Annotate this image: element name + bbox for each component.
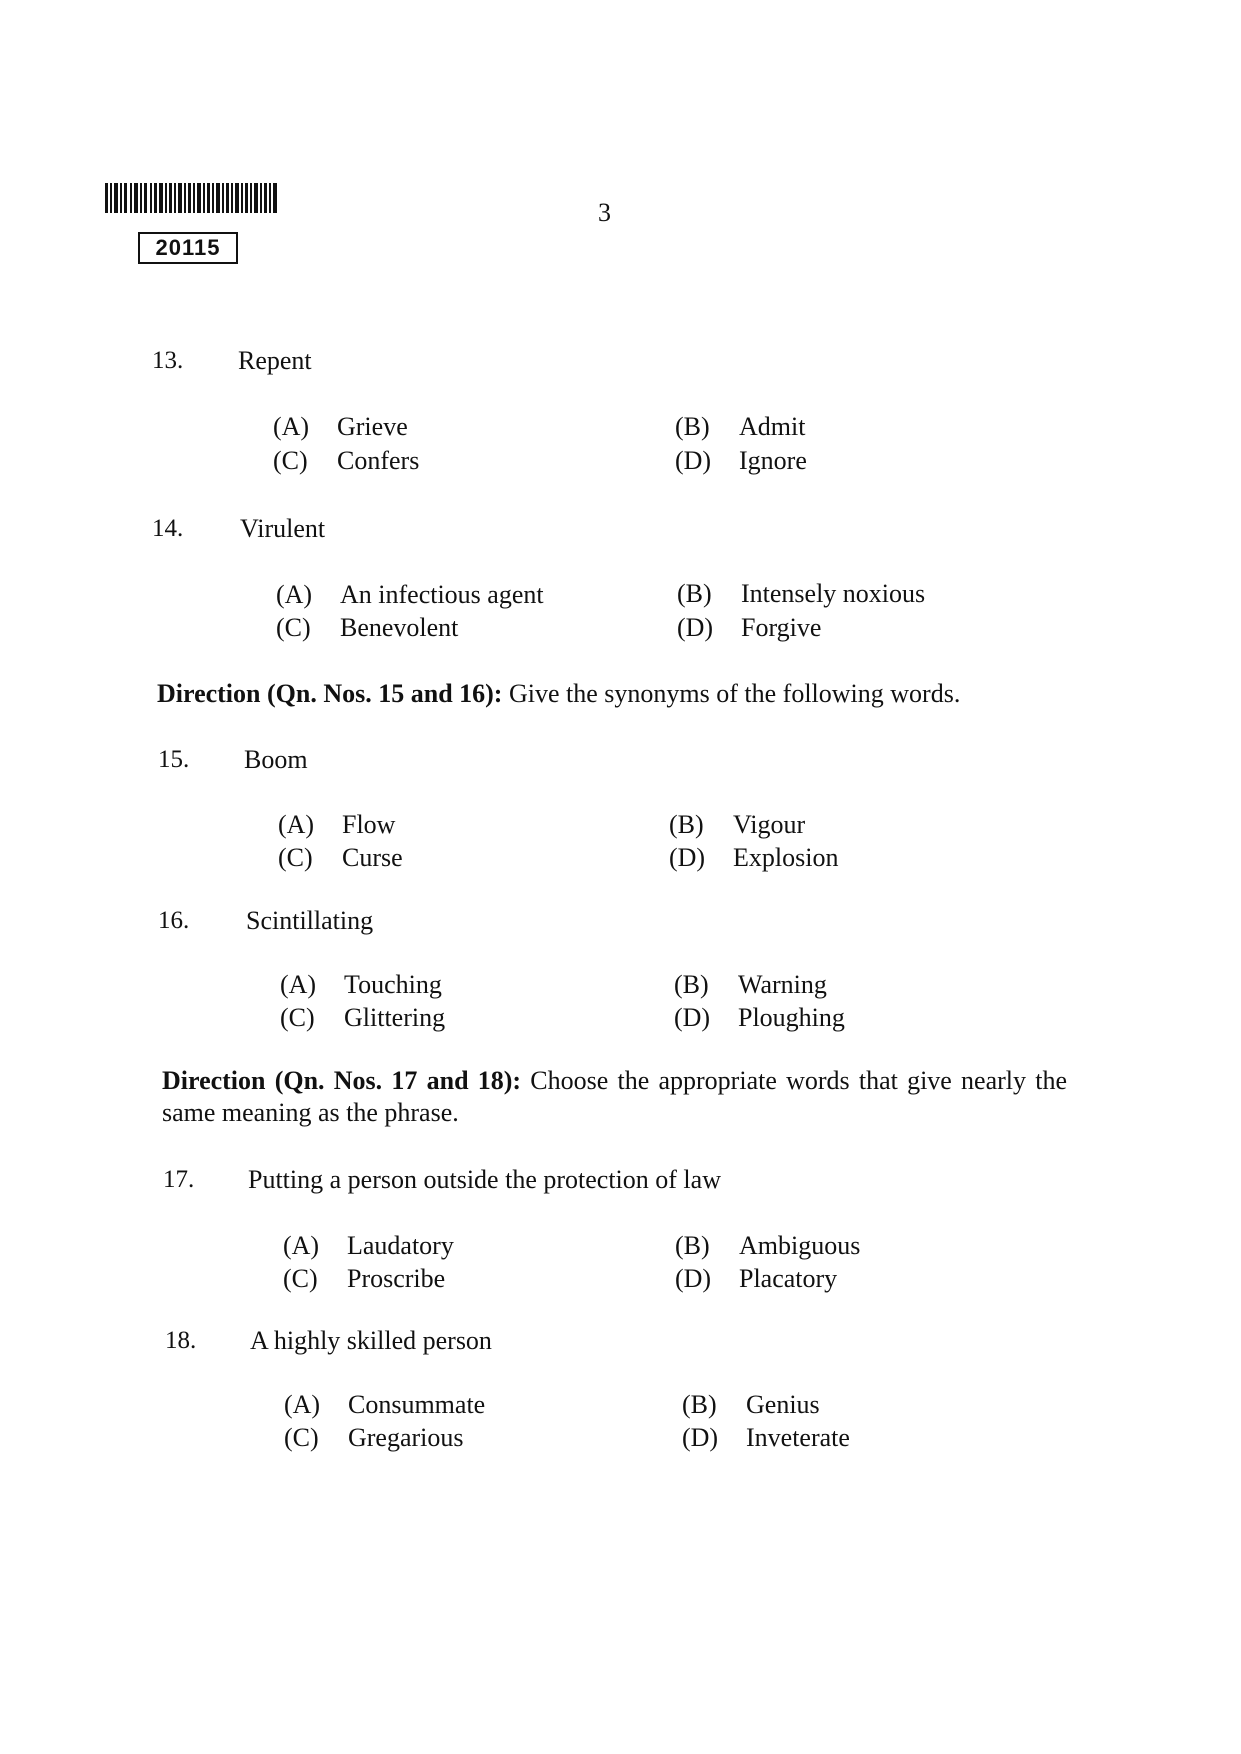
option-c[interactable]: (C) Confers: [273, 446, 420, 475]
option-a[interactable]: (A) Flow: [278, 810, 396, 839]
option-b[interactable]: (B) Admit: [675, 412, 806, 441]
question-text: Scintillating: [246, 906, 374, 935]
option-a[interactable]: (A) Laudatory: [283, 1231, 454, 1260]
question-text: A highly skilled person: [250, 1326, 492, 1355]
direction-text: Choose the appropriate words that give nearly the same meaning as the phrase.: [162, 1066, 1067, 1127]
direction-label: Direction (Qn. Nos. 15 and 16):: [157, 679, 503, 708]
question-number: 17.: [163, 1166, 195, 1193]
paper-code-box: 20115: [138, 232, 238, 264]
question-number: 13.: [152, 347, 184, 374]
question-number: 16.: [158, 907, 190, 934]
option-c[interactable]: (C) Gregarious: [284, 1423, 464, 1452]
option-a[interactable]: (A) Consummate: [284, 1390, 486, 1419]
option-b[interactable]: (B) Intensely noxious: [677, 579, 926, 608]
question-number: 18.: [165, 1327, 197, 1354]
option-d[interactable]: (D) Forgive: [677, 613, 822, 642]
option-c[interactable]: (C) Proscribe: [283, 1264, 446, 1293]
question-text: Repent: [238, 346, 312, 375]
option-b[interactable]: (B) Genius: [682, 1390, 820, 1419]
option-c[interactable]: (C) Curse: [278, 843, 403, 872]
question-text: Putting a person outside the protection of law: [248, 1165, 721, 1194]
option-b[interactable]: (B) Vigour: [669, 810, 806, 839]
question-text: Virulent: [240, 514, 326, 543]
option-b[interactable]: (B) Ambiguous: [675, 1231, 861, 1260]
option-d[interactable]: (D) Explosion: [669, 843, 839, 872]
page-number: 3: [598, 198, 611, 227]
direction-17-18: [162, 1065, 1067, 1129]
direction-label: Direction (Qn. Nos. 17 and 18):: [162, 1066, 522, 1095]
option-a[interactable]: (A) An infectious agent: [276, 580, 544, 609]
option-a[interactable]: (A) Grieve: [273, 412, 408, 441]
option-c[interactable]: (C) Benevolent: [276, 613, 459, 642]
option-d[interactable]: (D) Ignore: [675, 446, 807, 475]
direction-text: Give the synonyms of the following words.: [508, 679, 961, 708]
question-text: Boom: [244, 745, 308, 774]
option-d[interactable]: (D) Ploughing: [674, 1003, 845, 1032]
option-d[interactable]: (D) Inveterate: [682, 1423, 850, 1452]
option-b[interactable]: (B) Warning: [674, 970, 827, 999]
option-d[interactable]: (D) Placatory: [675, 1264, 838, 1293]
option-c[interactable]: (C) Glittering: [280, 1003, 446, 1032]
question-number: 14.: [152, 515, 184, 542]
option-a[interactable]: (A) Touching: [280, 970, 442, 999]
question-number: 15.: [158, 746, 190, 773]
direction-15-16: [157, 678, 1087, 710]
barcode: [105, 183, 280, 213]
